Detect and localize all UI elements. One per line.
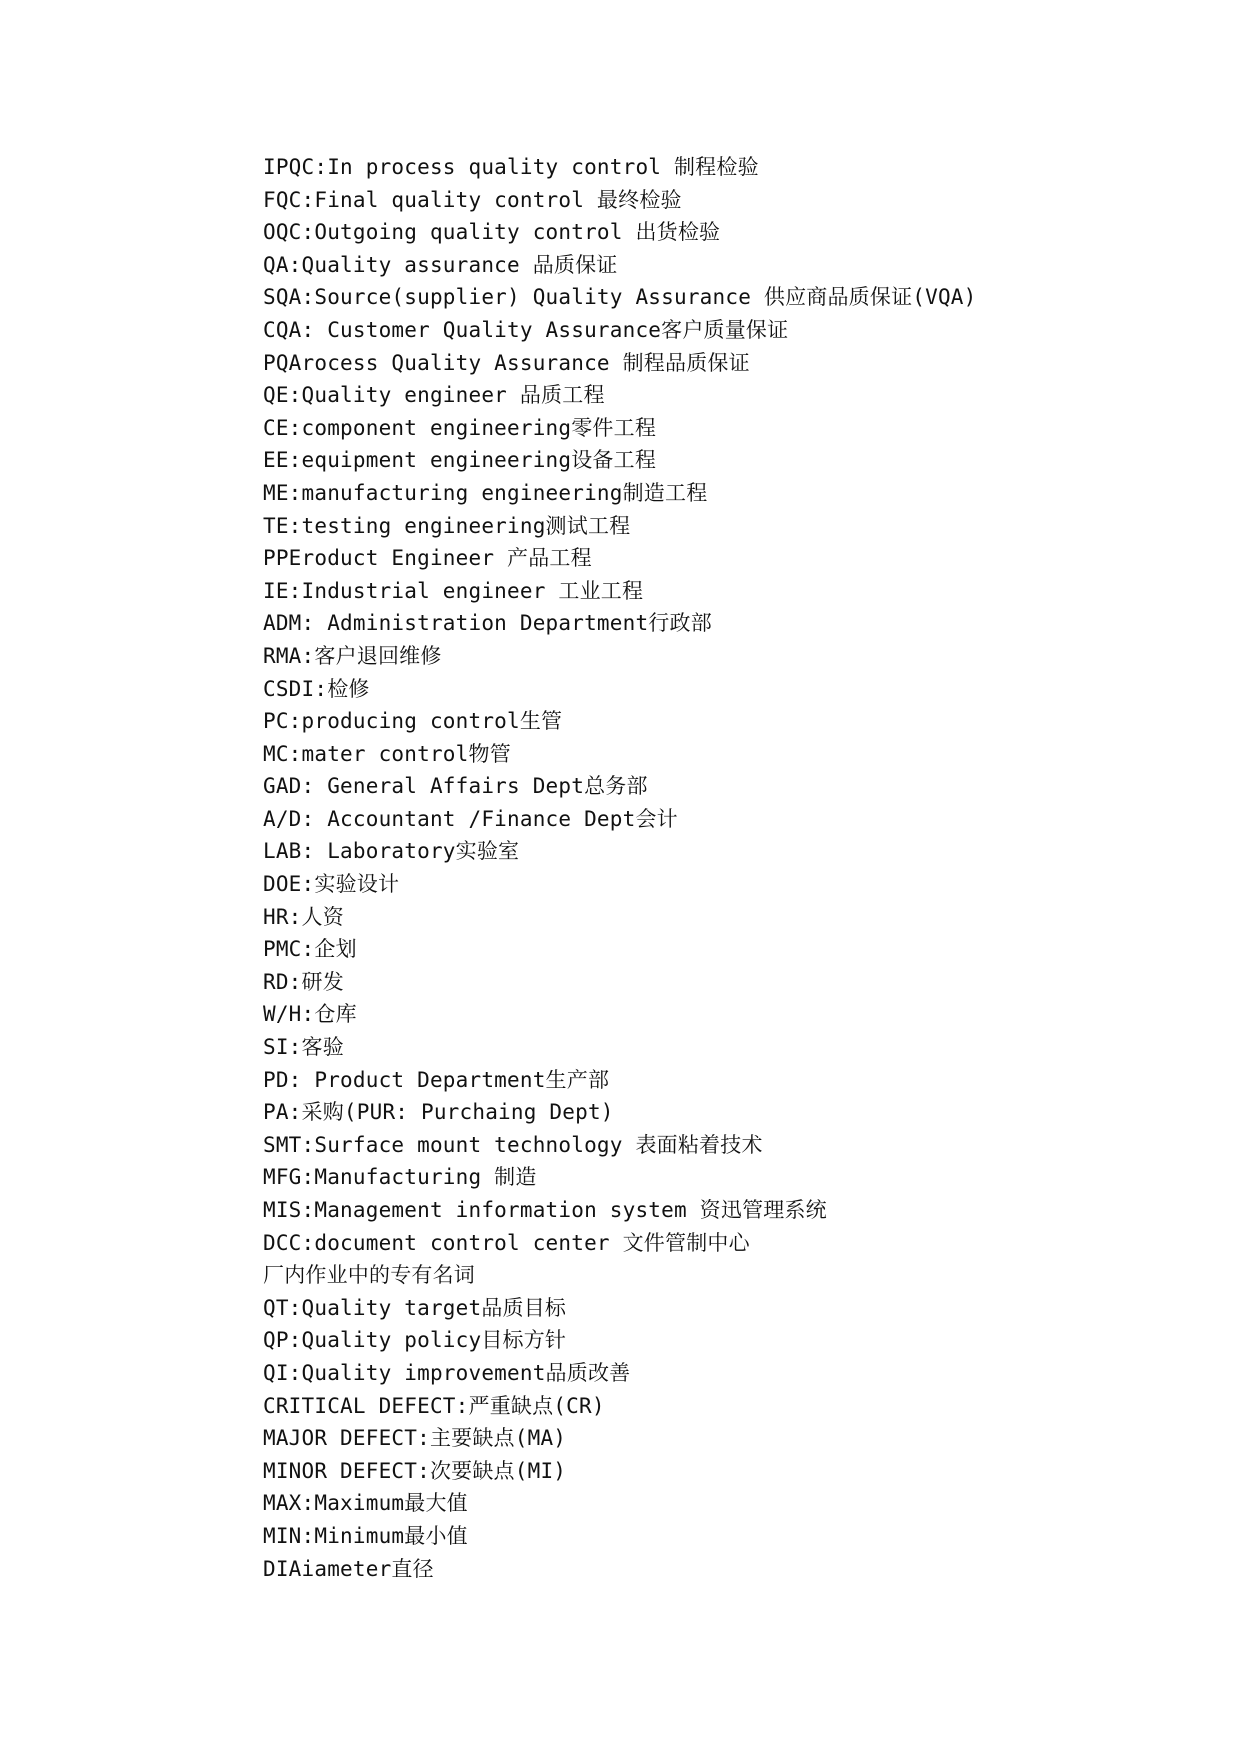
glossary-line: PQArocess Quality Assurance 制程品质保证 — [263, 350, 750, 375]
glossary-line: A/D: Accountant /Finance Dept会计 — [263, 806, 678, 831]
glossary-line: GAD: General Affairs Dept总务部 — [263, 774, 648, 799]
glossary-line: OQC:Outgoing quality control 出货检验 — [263, 220, 721, 245]
glossary-line: IE:Industrial engineer 工业工程 — [263, 578, 644, 603]
glossary-line: W/H:仓库 — [263, 1002, 357, 1027]
glossary-line: SQA:Source(supplier) Quality Assurance 供应商品质保证(VQA) — [263, 285, 977, 310]
glossary-line: QA:Quality assurance 品质保证 — [263, 252, 618, 277]
glossary-line: ME:manufacturing engineering制造工程 — [263, 480, 708, 505]
glossary-line: CSDI:检修 — [263, 676, 370, 701]
glossary-line: QP:Quality policy目标方针 — [263, 1328, 567, 1353]
glossary-line: MIN:Minimum最小值 — [263, 1523, 468, 1548]
glossary-line: PC:producing control生管 — [263, 709, 563, 734]
glossary-line: MFG:Manufacturing 制造 — [263, 1165, 537, 1190]
glossary-line: RD:研发 — [263, 969, 344, 994]
glossary-line: PD: Product Department生产部 — [263, 1067, 610, 1092]
glossary-line: CRITICAL DEFECT:严重缺点(CR) — [263, 1393, 605, 1418]
glossary-line: HR:人资 — [263, 904, 344, 929]
glossary-line: FQC:Final quality control 最终检验 — [263, 187, 682, 212]
glossary-line: PPEroduct Engineer 产品工程 — [263, 546, 592, 571]
glossary-text — [263, 151, 1163, 1585]
glossary-line: PMC:企划 — [263, 937, 357, 962]
section-heading: 厂内作业中的专有名词 — [263, 1263, 475, 1288]
glossary-line: EE:equipment engineering设备工程 — [263, 448, 657, 473]
glossary-line: MAX:Maximum最大值 — [263, 1491, 468, 1516]
glossary-line: MIS:Management information system 资迅管理系统 — [263, 1198, 827, 1222]
glossary-line: LAB: Laboratory实验室 — [263, 839, 520, 864]
glossary-line: ADM: Administration Department行政部 — [263, 611, 712, 636]
glossary-line: MC:mater control物管 — [263, 741, 511, 766]
glossary-line: CQA: Customer Quality Assurance客户质量保证 — [263, 317, 789, 342]
glossary-line: DIAiameter直径 — [263, 1556, 434, 1581]
glossary-line: RMA:客户退回维修 — [263, 643, 442, 668]
glossary-line: SMT:Surface mount technology 表面粘着技术 — [263, 1132, 763, 1157]
glossary-line: PA:采购(PUR: Purchaing Dept) — [263, 1100, 614, 1125]
glossary-line: QI:Quality improvement品质改善 — [263, 1360, 631, 1385]
glossary-line: QE:Quality engineer 品质工程 — [263, 383, 605, 408]
glossary-line: QT:Quality target品质目标 — [263, 1295, 567, 1320]
glossary-line: IPQC:In process quality control 制程检验 — [263, 155, 759, 179]
glossary-line: MINOR DEFECT:次要缺点(MI) — [263, 1458, 567, 1483]
glossary-line: DOE:实验设计 — [263, 872, 400, 897]
glossary-line: DCC:document control center 文件管制中心 — [263, 1230, 750, 1255]
glossary-line: SI:客验 — [263, 1035, 344, 1060]
glossary-line: MAJOR DEFECT:主要缺点(MA) — [263, 1426, 567, 1451]
glossary-line: CE:component engineering零件工程 — [263, 415, 657, 440]
glossary-line: TE:testing engineering测试工程 — [263, 513, 631, 538]
